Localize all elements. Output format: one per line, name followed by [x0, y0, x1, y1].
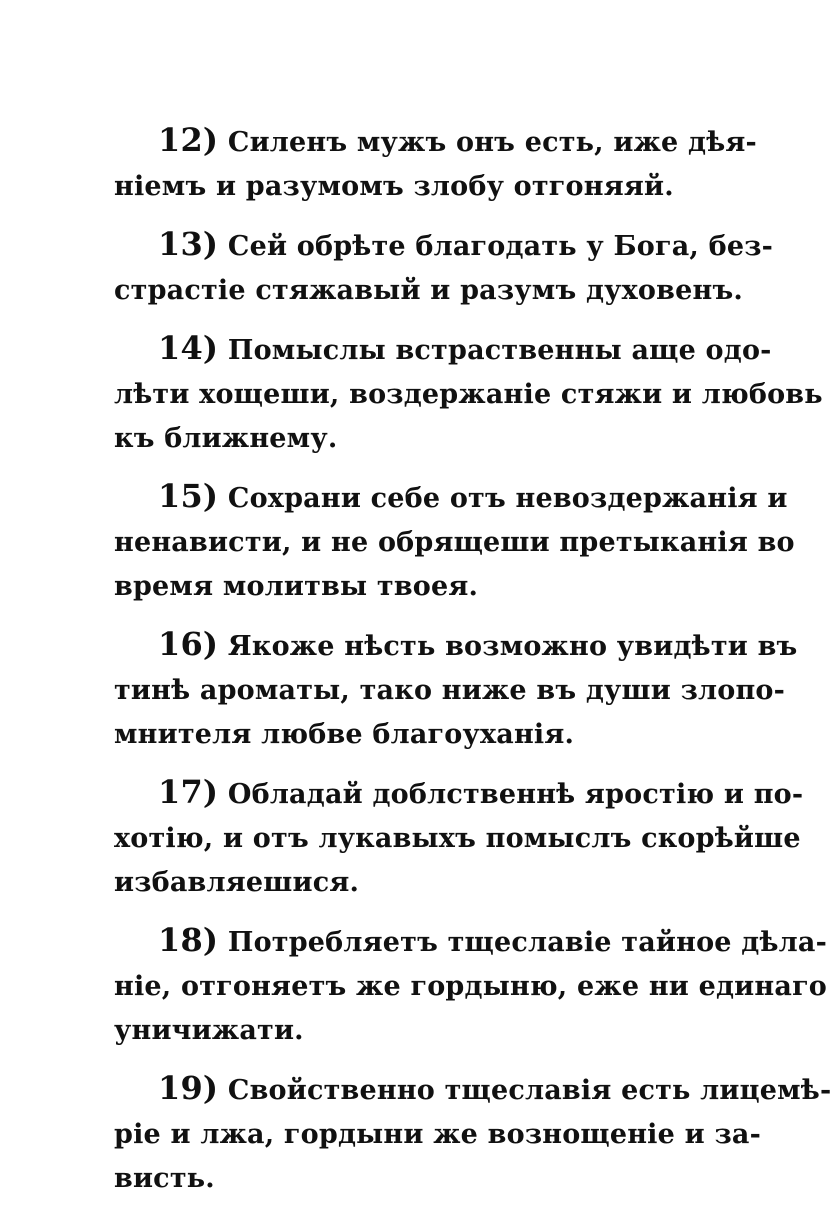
paragraph-line: страстiе стяжавый и разумъ духовенъ.: [114, 275, 743, 306]
line-text: Обладай доблственнѣ яростiю и по-: [227, 779, 804, 810]
paragraph-line: хотiю, и отъ лукавыхъ помыслъ скорѣйше: [114, 823, 801, 854]
line-text: Сей обрѣте благодать у Бога, без-: [227, 231, 774, 262]
line-text: Свойственно тщеславiя есть лицемѣ-: [227, 1075, 832, 1106]
paragraph-number: 18): [158, 921, 219, 959]
paragraph-number: 12): [158, 121, 219, 159]
paragraph-line: уничижати.: [114, 1015, 304, 1046]
line-text: Сохрани себе отъ невоздержанiя и: [227, 483, 788, 514]
paragraph-15: [114, 474, 795, 609]
paragraph-line: висть.: [114, 1163, 215, 1194]
paragraph-line: избавляешися.: [114, 867, 360, 898]
paragraph-number: 19): [158, 1069, 219, 1107]
line-text: Помыслы встраственны аще одо-: [227, 335, 772, 366]
paragraph-line: рiе и лжа, гордыни же вознощенiе и за-: [114, 1119, 761, 1150]
paragraph-line: время молитвы твоея.: [114, 571, 479, 602]
paragraph-line: къ ближнему.: [114, 423, 338, 454]
line-text: Потребляетъ тщеславiе тайное дѣла-: [227, 927, 828, 958]
paragraph-line: [114, 474, 788, 521]
paragraph-line: лѣти хощеши, воздержанiе стяжи и любовь: [114, 379, 823, 410]
paragraph-17: [114, 770, 804, 905]
paragraph-18: [114, 918, 828, 1053]
paragraph-line: [114, 118, 757, 165]
paragraph-line: ненависти, и не обрящеши претыканiя во: [114, 527, 795, 558]
paragraph-number: 17): [158, 773, 219, 811]
paragraph-19: [114, 1066, 832, 1201]
paragraph-number: 13): [158, 225, 219, 263]
text-column: [114, 118, 832, 1214]
paragraph-13: [114, 222, 774, 313]
paragraph-line: [114, 918, 828, 965]
paragraph-line: [114, 1066, 832, 1113]
line-text: Силенъ мужъ онъ есть, иже дѣя-: [227, 127, 757, 158]
paragraph-12: [114, 118, 757, 209]
paragraph-line: [114, 622, 798, 669]
paragraph-line: мнителя любве благоуханiя.: [114, 719, 575, 750]
paragraph-line: [114, 770, 804, 817]
paragraph-line: [114, 326, 772, 373]
paragraph-line: нiемъ и разумомъ злобу отгоняяй.: [114, 171, 674, 202]
paragraph-line: [114, 222, 774, 269]
line-text: Якоже нѣсть возможно увидѣти въ: [227, 631, 798, 662]
paragraph-number: 14): [158, 329, 219, 367]
paragraph-16: [114, 622, 798, 757]
paragraph-line: тинѣ ароматы, тако ниже въ души злопо-: [114, 675, 786, 706]
paragraph-number: 16): [158, 625, 219, 663]
paragraph-number: 15): [158, 477, 219, 515]
paragraph-line: нiе, отгоняетъ же гордыню, еже ни единаго: [114, 971, 828, 1002]
paragraph-14: [114, 326, 823, 461]
